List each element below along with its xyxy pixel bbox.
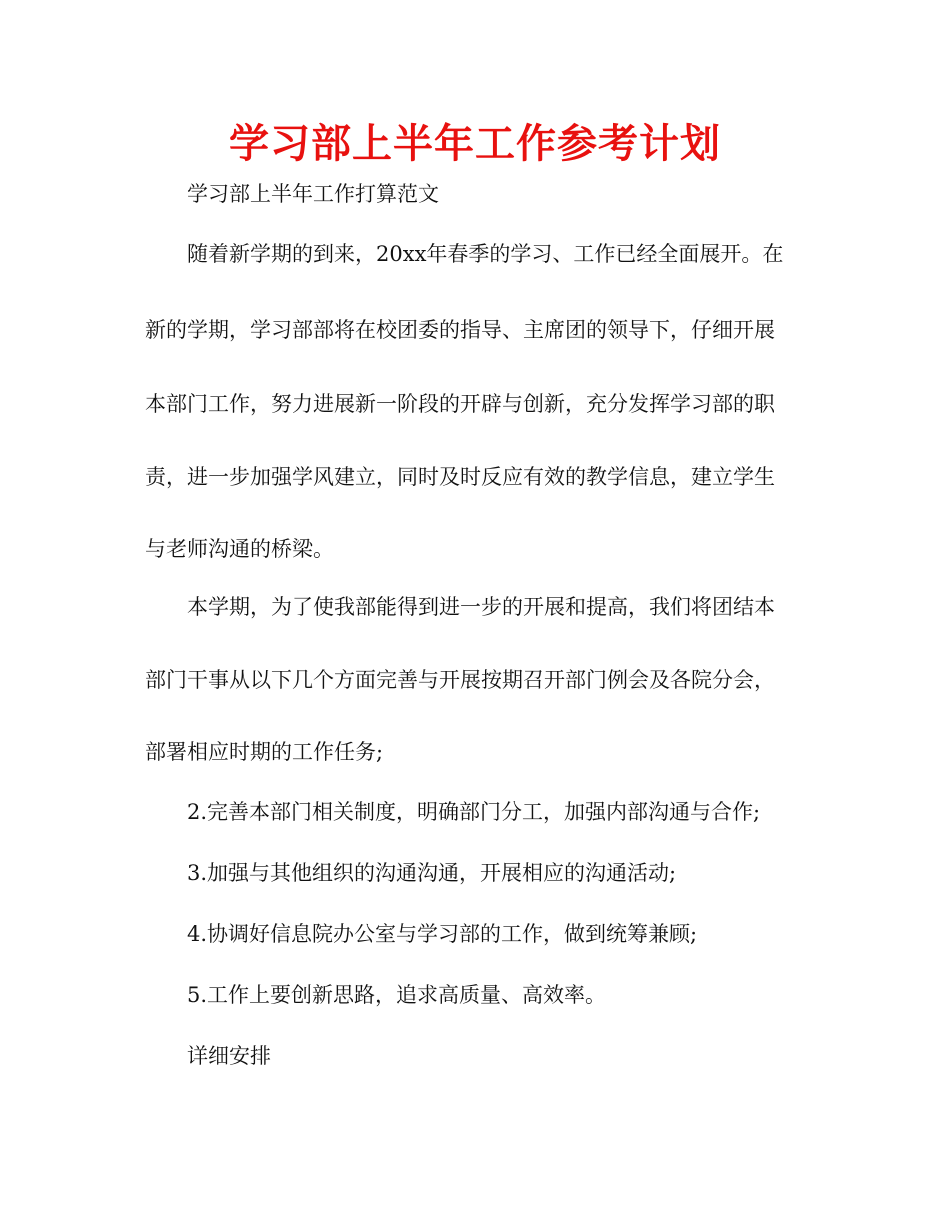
document-subtitle: 学习部上半年工作打算范文	[187, 182, 439, 206]
paragraph-1-line-3: 本部门工作，努力进展新一阶段的开辟与创新，充分发挥学习部的职	[145, 392, 775, 416]
paragraph-1-line-4: 责，进一步加强学风建立，同时及时反应有效的教学信息，建立学生	[145, 465, 775, 489]
list-item: 3.加强与其他组织的沟通沟通，开展相应的沟通活动;	[187, 861, 677, 885]
paragraph-1-line-2: 新的学期，学习部部将在校团委的指导、主席团的领导下，仔细开展	[145, 318, 775, 342]
paragraph-2-line-1: 本学期，为了使我部能得到进一步的开展和提高，我们将团结本	[187, 595, 775, 619]
paragraph-1-line-1: 随着新学期的到来，20xx年春季的学习、工作已经全面展开。在	[187, 242, 784, 266]
paragraph-2-line-2: 部门干事从以下几个方面完善与开展按期召开部门例会及各院分会，	[145, 668, 775, 692]
list-item: 2.完善本部门相关制度，明确部门分工，加强内部沟通与合作;	[187, 800, 761, 824]
list-item: 4.协调好信息院办公室与学习部的工作，做到统筹兼顾;	[187, 922, 698, 946]
list-item: 5.工作上要创新思路，追求高质量、高效率。	[187, 983, 607, 1007]
document-title: 学习部上半年工作参考计划	[229, 121, 721, 167]
section-heading: 详细安排	[187, 1044, 271, 1068]
paragraph-2-line-3: 部署相应时期的工作任务;	[145, 740, 384, 764]
paragraph-1-line-5: 与老师沟通的桥梁。	[145, 537, 334, 561]
